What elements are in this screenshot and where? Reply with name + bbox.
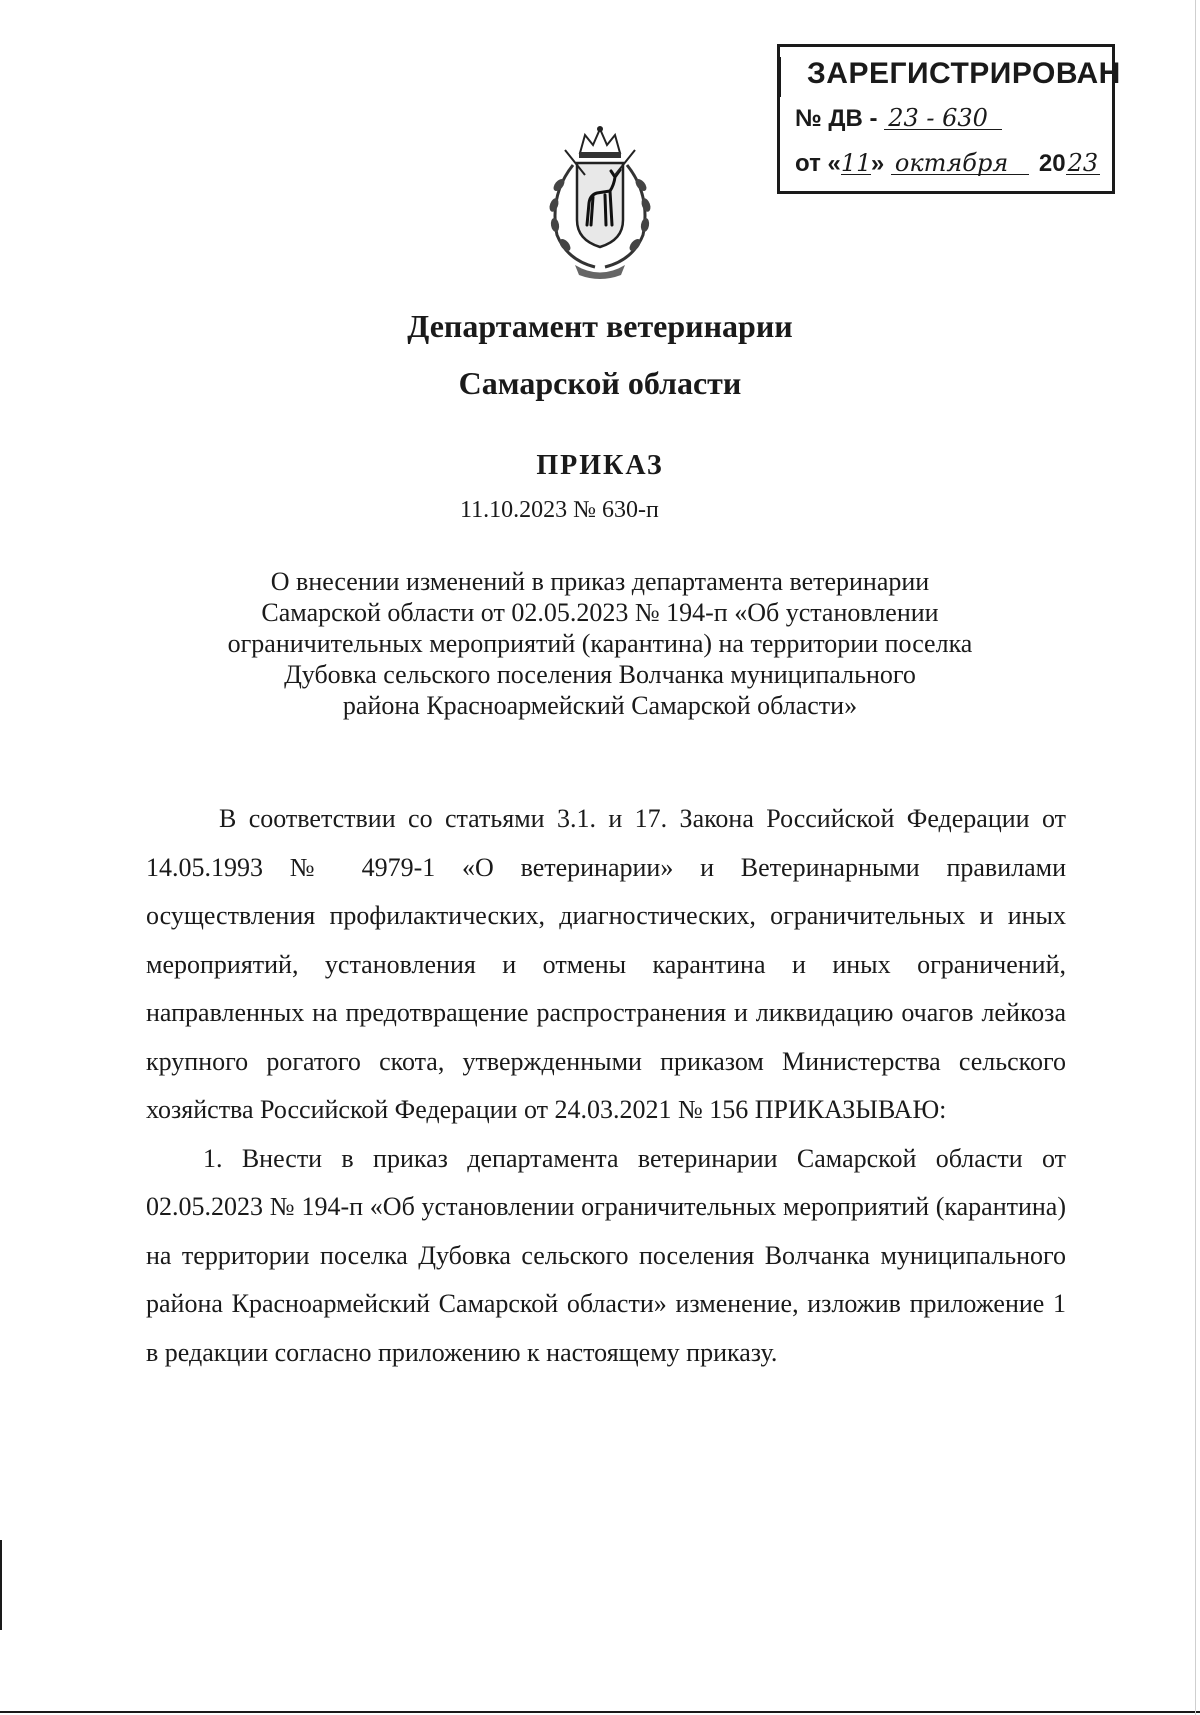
document-subject: [150, 566, 1050, 721]
coat-of-arms-icon: [535, 125, 665, 280]
scan-edge-mark: [1195, 0, 1196, 1715]
stamp-date-prefix: от «: [795, 150, 841, 177]
department-name-line1: Департамент ветеринарии: [407, 308, 793, 344]
scan-edge-mark: [0, 1540, 2, 1630]
body-paragraph-item-1: 1. Внести в приказ департамента ветеринарии Самарской области от 02.05.2023 № 194-п «Об установлении ограничительных мероприятий (карантина) на территории поселка Дубовка сельского поселения Волчанка муниципального района Красноармейский Самарской области» изменение, изложив приложение 1 в редакции согласно приложению к настоящему приказу.: [146, 1143, 1066, 1367]
subject-line: ограничительных мероприятий (карантина) на территории поселка: [227, 629, 973, 658]
department-name-line2: Самарской области: [458, 365, 742, 401]
subject-line: Самарской области от 02.05.2023 № 194-п «Об установлении: [261, 598, 939, 627]
document-type: ПРИКАЗ: [536, 450, 664, 481]
subject-line: района Красноармейский Самарской области»: [342, 691, 858, 720]
stamp-date-year-prefix: 20: [1038, 150, 1066, 177]
stamp-title: ЗАРЕГИСТРИРОВАН: [807, 57, 1121, 90]
stamp-date-month: октября: [891, 152, 1029, 175]
stamp-date-mid: »: [870, 150, 885, 177]
stamp-number-line: [795, 105, 1002, 133]
body-paragraph-preamble: В соответствии со статьями 3.1. и 17. Закона Российской Федерации от 14.05.1993 № 4979-1 «О ветеринарии» и Ветеринарными правилами осуществления профилактических, диагностических, ограничительных и иных мероприятий, установления и отмены карантина и иных ограничений, направленных на предотвращение распространения и ликвидацию очагов лейкоза крупного рогатого скота, утвержденными приказом Министерства сельского хозяйства Российской Федерации от 24.03.2021 № 156 ПРИКАЗЫВАЮ:: [146, 804, 1066, 1124]
document-body: [146, 795, 1066, 1377]
registration-stamp: [777, 44, 1121, 194]
document-number: 11.10.2023 № 630-п: [460, 497, 659, 523]
scan-edge-mark: [0, 1711, 1200, 1713]
subject-line: Дубовка сельского поселения Волчанка муниципального: [284, 660, 916, 689]
stamp-date-year-suffix: 23: [1067, 149, 1099, 177]
stamp-date-day: 11: [840, 149, 872, 177]
subject-line: О внесении изменений в приказ департамента ветеринарии: [270, 567, 930, 596]
stamp-date-line: [795, 150, 1100, 178]
stamp-number-handwritten: 23 - 630: [884, 107, 1002, 130]
stamp-number-prefix: № ДВ -: [795, 105, 878, 132]
